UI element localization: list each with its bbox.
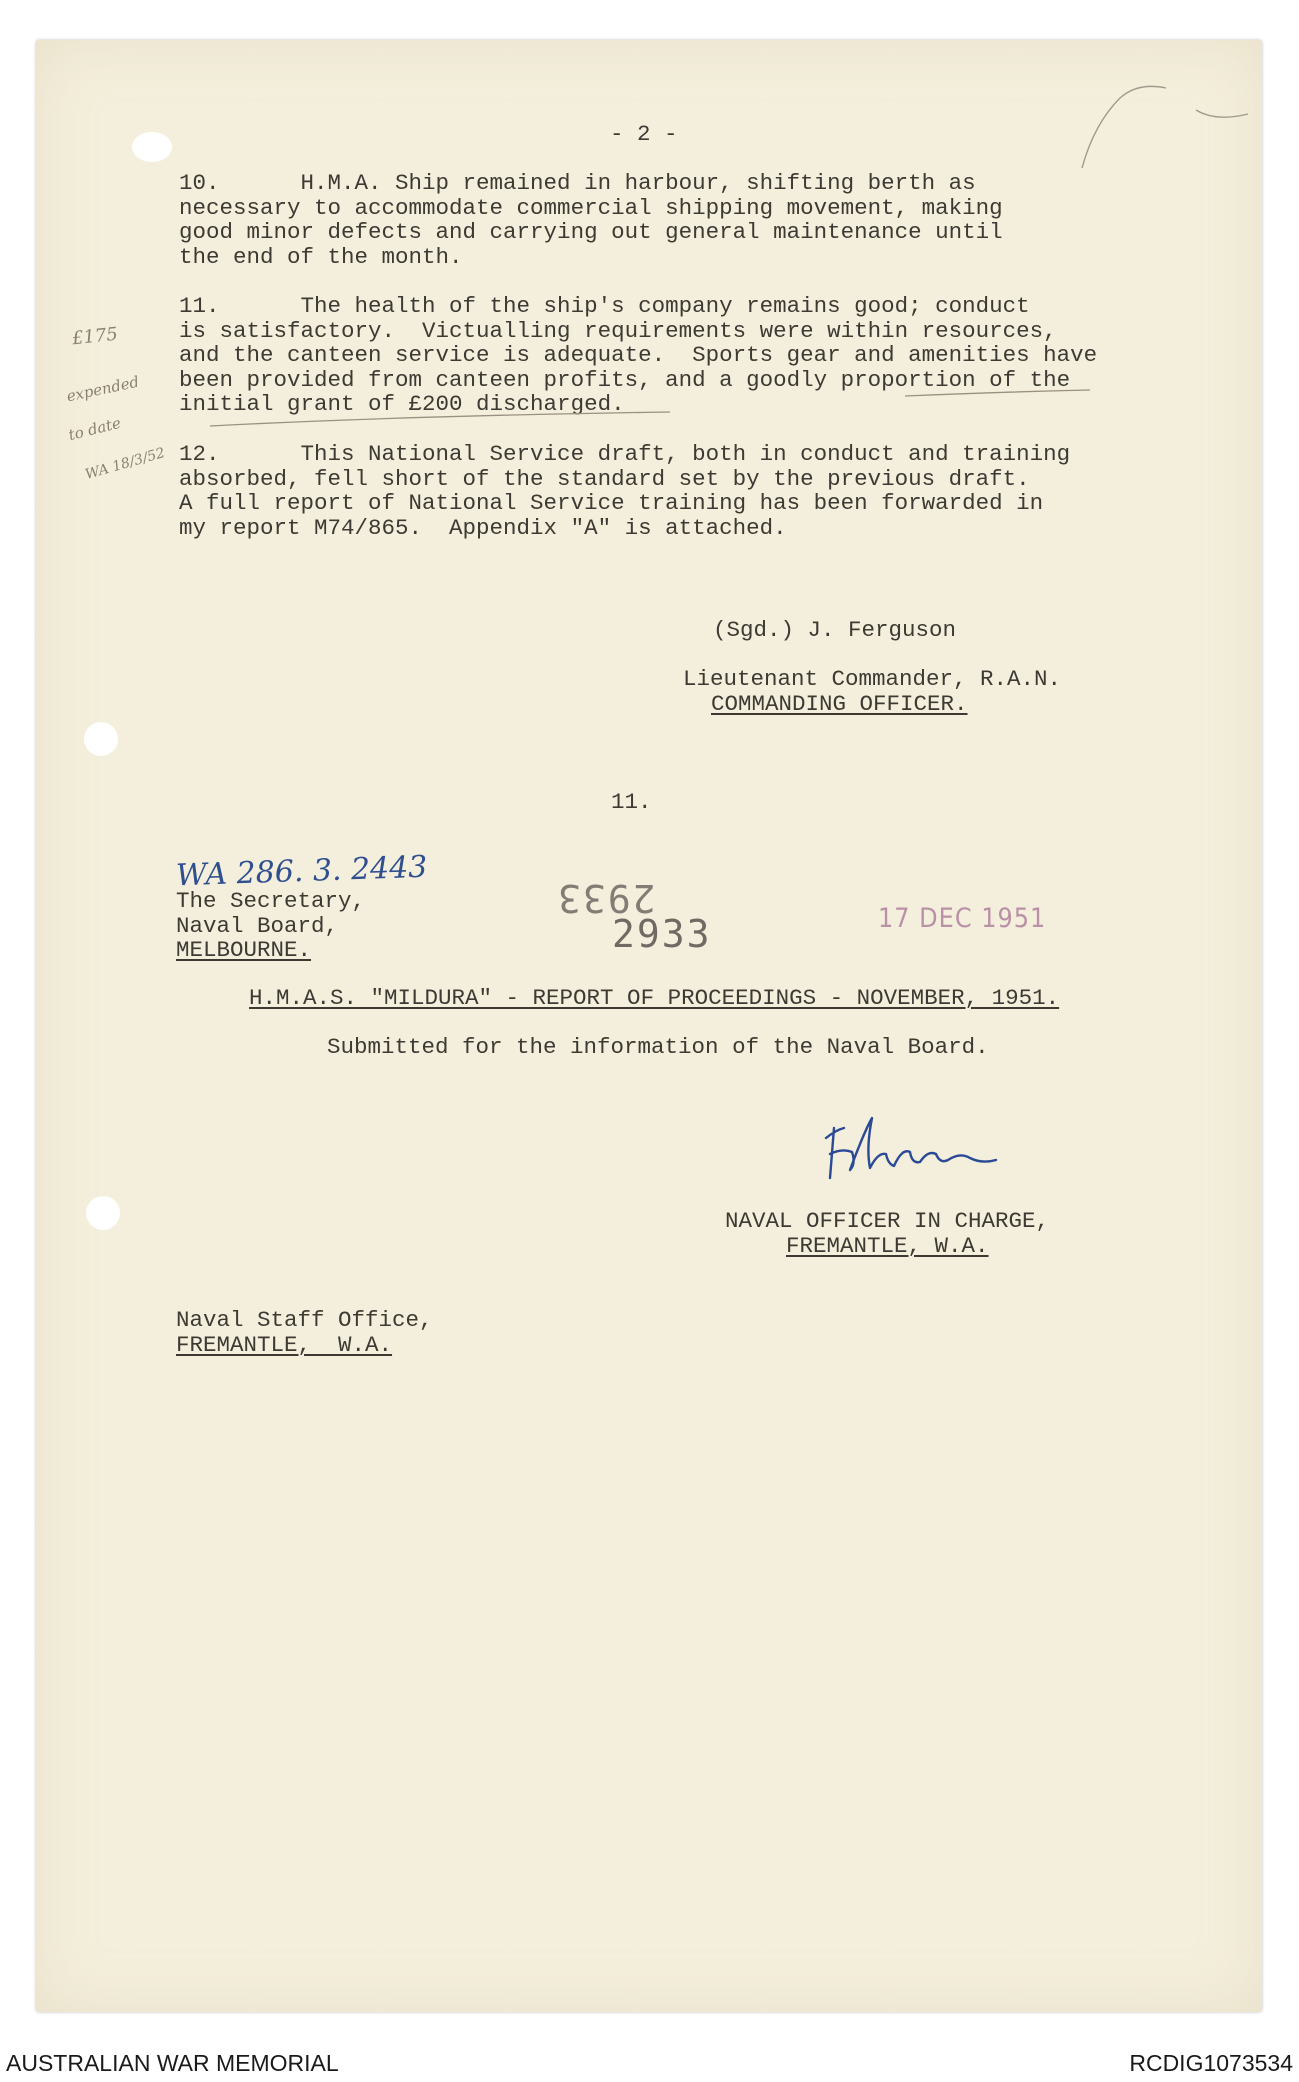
handwritten-signature [812, 1108, 1012, 1188]
paragraph-11-line-5: initial grant of £200 discharged. [179, 391, 625, 418]
handwritten-reference: WA 286. 3. 2443 [175, 849, 428, 894]
paper-crease [1076, 64, 1256, 174]
signed-name: (Sgd.) J. Ferguson [713, 617, 957, 643]
torn-corner [132, 132, 172, 162]
office-line-2: FREMANTLE, W.A. [176, 1332, 393, 1358]
punch-hole [86, 1196, 120, 1230]
paragraph-10-line-4: the end of the month. [179, 243, 463, 270]
margin-note-line-3: to date [66, 413, 123, 445]
paragraph-11-line-3: and the canteen service is adequate. Sports gear and amenities have [179, 342, 1098, 369]
section-mark: 11. [611, 789, 652, 815]
margin-note-line-2: expended [64, 372, 141, 406]
margin-note-line-1: £175 [71, 323, 119, 350]
margin-note-line-4: WA 18/3/52 [83, 444, 167, 484]
date-stamp: 17 DEC 1951 [878, 902, 1047, 934]
addressee-line-2: Naval Board, [176, 912, 339, 939]
punch-hole [84, 722, 118, 756]
paragraph-10-line-2: necessary to accommodate commercial shipping movement, making [179, 194, 1003, 221]
signatory-rank: Lieutenant Commander, R.A.N. [683, 666, 1062, 692]
signatory-title: COMMANDING OFFICER. [711, 691, 968, 717]
paragraph-12-line-1: 12. This National Service draft, both in conduct and training [179, 441, 1071, 467]
naval-officer-title: NAVAL OFFICER IN CHARGE, [725, 1208, 1050, 1234]
submission-line: Submitted for the information of the Naval Board. [327, 1034, 989, 1060]
paragraph-12-line-4: my report M74/865. Appendix "A" is attached. [179, 514, 787, 541]
naval-officer-location: FREMANTLE, W.A. [786, 1233, 989, 1259]
registry-stamp-inverted: 2933 [556, 876, 656, 920]
pencil-underline [200, 386, 1100, 436]
page-number: - 2 - [610, 121, 678, 147]
paragraph-11-line-1: 11. The health of the ship's company remains good; conduct [179, 293, 1030, 319]
subject-heading: H.M.A.S. "MILDURA" - REPORT OF PROCEEDINGS - NOVEMBER, 1951. [249, 985, 1060, 1011]
paragraph-12-line-3: A full report of National Service training has been forwarded in [179, 490, 1044, 517]
paragraph-10-line-3: good minor defects and carrying out general maintenance until [179, 219, 1003, 246]
footer-record-id: RCDIG1073534 [1129, 2050, 1293, 2076]
office-line-1: Naval Staff Office, [176, 1307, 433, 1333]
paragraph-11-line-2: is satisfactory. Victualling requirements were within resources, [179, 317, 1057, 344]
paragraph-12-line-2: absorbed, fell short of the standard set by the previous draft. [179, 465, 1030, 492]
addressee-line-1: The Secretary, [176, 888, 366, 914]
registry-stamp: 2933 [612, 912, 712, 956]
addressee-line-3: MELBOURNE. [176, 937, 312, 964]
paragraph-10-line-1: 10. H.M.A. Ship remained in harbour, shifting berth as [179, 170, 976, 196]
footer-institution: AUSTRALIAN WAR MEMORIAL [6, 2050, 339, 2076]
paragraph-11-line-4: been provided from canteen profits, and a goodly proportion of the [179, 366, 1071, 393]
